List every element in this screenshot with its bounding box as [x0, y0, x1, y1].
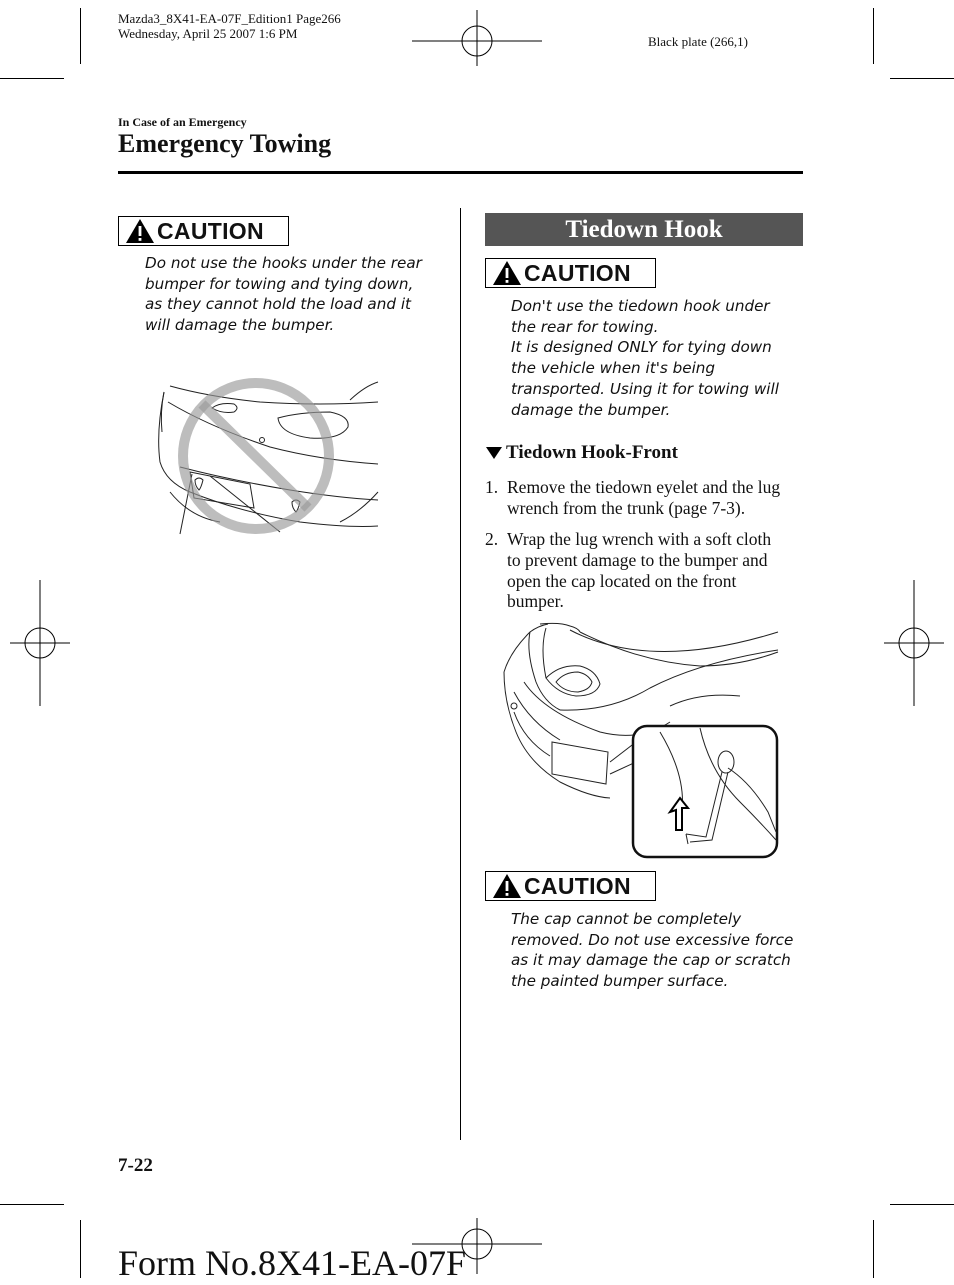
step-line: wrench from the trunk (page 7-3).: [507, 497, 746, 518]
caution-text: [511, 909, 793, 992]
step-number: 1.: [485, 477, 499, 497]
date-line: Wednesday, April 25 2007 1:6 PM: [118, 26, 298, 41]
caution-line: Do not use the hooks under the rear: [145, 254, 422, 272]
caution-line: the painted bumper surface.: [511, 972, 729, 991]
caution-box: [118, 216, 289, 246]
registration-target-right: [882, 578, 946, 708]
front-bumper-cap-illustration: [500, 622, 782, 862]
caution-line: will damage the bumper.: [145, 316, 335, 335]
step-line: Remove the tiedown eyelet and the lug: [507, 477, 781, 497]
caution-line: as it may damage the cap or scratch: [511, 951, 791, 970]
caution-line: removed. Do not use excessive force: [511, 930, 794, 949]
print-header: [118, 11, 341, 41]
title-rule: [118, 171, 803, 174]
warning-triangle-icon: [125, 218, 155, 244]
caution-line: transported. Using it for towing will: [511, 379, 779, 398]
subheading-text: Tiedown Hook-Front: [506, 442, 678, 463]
warning-triangle-icon: [492, 260, 522, 286]
caution-line: It is designed ONLY for tying down: [511, 338, 772, 357]
step-line: bumper.: [507, 591, 564, 612]
step-line: Wrap the lug wrench with a soft cloth: [507, 529, 772, 549]
caution-line: damage the bumper.: [511, 400, 671, 419]
plate-label: Black plate (266,1): [648, 34, 748, 49]
form-number: Form No.8X41-EA-07F: [118, 1243, 466, 1283]
caution-line: the vehicle when it's being: [511, 359, 716, 378]
registration-target-top: [410, 8, 544, 68]
warning-triangle-icon: [492, 873, 522, 899]
tiedown-hook-heading: Tiedown Hook: [485, 213, 803, 246]
caution-text: [145, 253, 422, 336]
caution-box: [485, 871, 656, 901]
caution-box: [485, 258, 656, 288]
step-line: open the cap located on the front: [507, 570, 737, 591]
caution-label: CAUTION: [524, 259, 631, 286]
page-title: Emergency Towing: [118, 129, 332, 158]
page-number: 7-22: [118, 1155, 153, 1176]
subheading: [485, 442, 678, 464]
registration-target-left: [8, 578, 72, 708]
caution-line: Don't use the tiedown hook under: [511, 297, 770, 315]
triangle-down-icon: [485, 446, 503, 460]
file-line: Mazda3_8X41-EA-07F_Edition1 Page266: [118, 11, 341, 26]
caution-text: [511, 296, 779, 420]
caution-label: CAUTION: [524, 872, 631, 899]
step-item: [485, 529, 805, 613]
section-label: In Case of an Emergency: [118, 115, 247, 129]
caution-line: bumper for towing and tying down,: [145, 274, 414, 293]
step-number: 2.: [485, 529, 499, 549]
caution-label: CAUTION: [157, 217, 264, 244]
step-item: [485, 477, 805, 519]
column-divider: [460, 208, 461, 1140]
rear-bumper-hook-illustration: [150, 372, 382, 540]
caution-line: as they cannot hold the load and it: [145, 295, 411, 314]
step-line: to prevent damage to the bumper and: [507, 549, 768, 570]
caution-line: the rear for towing.: [511, 317, 659, 336]
caution-line: The cap cannot be completely: [511, 910, 742, 928]
